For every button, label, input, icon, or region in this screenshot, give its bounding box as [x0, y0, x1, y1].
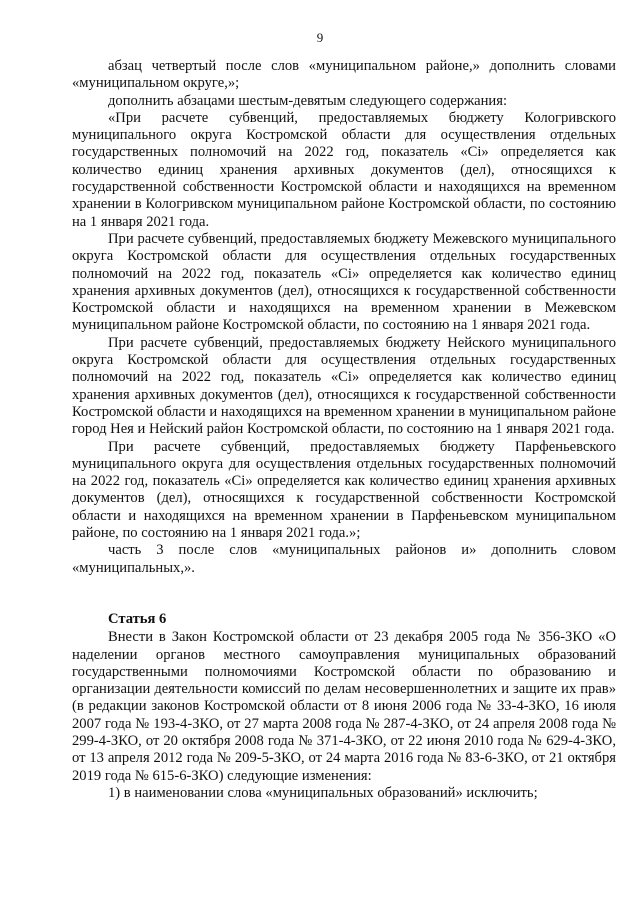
- paragraph-6: При расчете субвенций, предоставляемых бюджету Парфеньевского муниципального округа для осуществления отдельных государственных полномочий на 2022 год, показатель «Ci» определяется как количество единиц хранения архивных документов (дел), относящихся к государственной собственности Костромской области и находящихся на временном хранении в Парфеньевском муниципальном районе, по состоянию на 1 января 2021 года.»;: [72, 438, 616, 542]
- article-heading: Статья 6: [108, 610, 167, 627]
- paragraph-5: При расчете субвенций, предоставляемых бюджету Нейского муниципального округа Костромской области для осуществления отдельных государственных полномочий на 2022 год, показатель «Ci» определяется как количество единиц хранения архивных документов (дел), относящихся к государственной собственности Костромской области и находящихся на временном хранении в муниципальном районе город Нея и Нейский район Костромской области, по состоянию на 1 января 2021 года.: [72, 334, 616, 438]
- paragraph-1: абзац четвертый после слов «муниципальном районе,» дополнить словами «муниципальном округе,»;: [72, 58, 616, 92]
- document-body: [72, 58, 616, 802]
- article-paragraph-2: 1) в наименовании слова «муниципальных образований» исключить;: [108, 784, 538, 801]
- paragraph-2: дополнить абзацами шестым-девятым следующего содержания:: [108, 92, 508, 109]
- article-paragraph-1: Внести в Закон Костромской области от 23 декабря 2005 года № 356-ЗКО «О наделении органов местного самоуправления муниципальных образований государственными полномочиями Костромской области по образованию и организации деятельности комиссий по делам несовершеннолетних и защите их прав» (в редакции законов Костромской области от 8 июня 2006 года № 33-4-ЗКО, 16 июля 2007 года № 193-4-ЗКО, от 27 марта 2008 года № 287-4-ЗКО, от 24 апреля 2008 года № 299-4-ЗКО, от 20 октября 2008 года № 371-4-ЗКО, от 22 июня 2010 года № 629-4-ЗКО, от 13 апреля 2012 года № 209-5-ЗКО, от 24 марта 2016 года № 83-6-ЗКО, от 21 октября 2019 года № 615-6-ЗКО) следующие изменения:: [72, 629, 616, 784]
- page-number: 9: [316, 30, 324, 45]
- section-gap: [72, 577, 616, 611]
- paragraph-4: При расчете субвенций, предоставляемых бюджету Межевского муниципального округа Костромской области для осуществления отдельных государственных полномочий на 2022 год, показатель «Ci» определяется как количество единиц хранения архивных документов (дел), относящихся к государственной собственности Костромской области и находящихся на временном хранении в Межевском муниципальном районе Костромской области, по состоянию на 1 января 2021 года.: [72, 230, 616, 334]
- paragraph-3: «При расчете субвенций, предоставляемых бюджету Кологривского муниципального округа Костромской области для осуществления отдельных государственных полномочий на 2022 год, показатель «Ci» определяется как количество единиц хранения архивных документов (дел), относящихся к государственной собственности Костромской области и находящихся на временном хранении в Кологривском муниципальном районе Костромской области, по состоянию на 1 января 2021 года.: [72, 109, 616, 230]
- paragraph-7: часть 3 после слов «муниципальных районов и» дополнить словом «муниципальных,».: [72, 542, 616, 576]
